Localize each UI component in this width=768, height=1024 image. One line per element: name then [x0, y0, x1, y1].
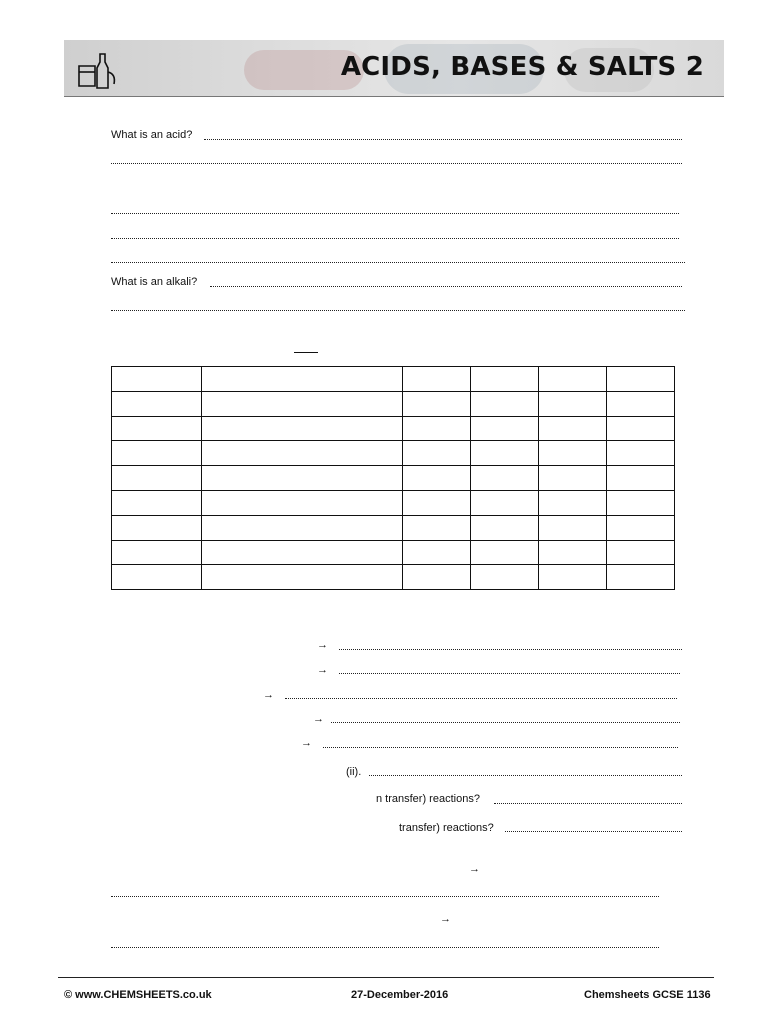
arrow-icon: →	[301, 737, 312, 749]
table-cell[interactable]	[471, 391, 539, 416]
table-cell[interactable]	[471, 540, 539, 565]
table-cell[interactable]	[202, 515, 403, 540]
table-cell[interactable]	[403, 416, 471, 441]
table-cell[interactable]	[607, 367, 675, 392]
answer-line[interactable]	[210, 286, 682, 287]
header-banner	[64, 40, 724, 97]
table-row	[112, 466, 675, 491]
arrow-icon: →	[313, 713, 324, 725]
answer-line[interactable]	[339, 649, 682, 650]
table-cell[interactable]	[539, 367, 607, 392]
table-cell[interactable]	[607, 391, 675, 416]
table-cell[interactable]	[403, 466, 471, 491]
lab-glassware-icon	[74, 46, 120, 92]
answer-line[interactable]	[111, 238, 679, 239]
proton-transfer-question: n transfer) reactions?	[376, 793, 480, 805]
table-cell[interactable]	[403, 515, 471, 540]
table-cell[interactable]	[403, 490, 471, 515]
table-cell[interactable]	[539, 416, 607, 441]
table-row	[112, 540, 675, 565]
table-cell[interactable]	[607, 416, 675, 441]
table-row	[112, 441, 675, 466]
answer-line[interactable]	[369, 775, 682, 776]
electron-transfer-question: transfer) reactions?	[399, 822, 494, 834]
table-cell[interactable]	[202, 466, 403, 491]
table-row	[112, 515, 675, 540]
table-cell[interactable]	[471, 515, 539, 540]
table-cell[interactable]	[112, 540, 202, 565]
answer-line[interactable]	[111, 896, 659, 897]
table-cell[interactable]	[112, 466, 202, 491]
footer-date: 27-December-2016	[351, 989, 449, 1001]
answer-line[interactable]	[339, 673, 680, 674]
table-cell[interactable]	[112, 441, 202, 466]
answer-line[interactable]	[111, 262, 685, 263]
answer-line[interactable]	[111, 310, 685, 311]
arrow-icon: →	[317, 639, 328, 651]
arrow-icon: →	[263, 689, 274, 701]
answer-line[interactable]	[111, 163, 682, 164]
table-cell[interactable]	[539, 565, 607, 590]
answer-line[interactable]	[111, 213, 679, 214]
table-cell[interactable]	[112, 367, 202, 392]
table-cell[interactable]	[607, 540, 675, 565]
table-row	[112, 367, 675, 392]
answer-line[interactable]	[323, 747, 678, 748]
table-row	[112, 490, 675, 515]
table-cell[interactable]	[202, 416, 403, 441]
arrow-icon: →	[469, 863, 480, 875]
answer-line[interactable]	[111, 947, 659, 948]
page-title: ACIDS, BASES & SALTS 2	[340, 52, 704, 82]
table-cell[interactable]	[607, 515, 675, 540]
table-cell[interactable]	[607, 466, 675, 491]
table-cell[interactable]	[403, 391, 471, 416]
table-cell[interactable]	[539, 515, 607, 540]
table-cell[interactable]	[202, 367, 403, 392]
arrow-icon: →	[440, 913, 451, 925]
table-cell[interactable]	[539, 540, 607, 565]
table-cell[interactable]	[539, 466, 607, 491]
table-row	[112, 565, 675, 590]
table-cell[interactable]	[403, 441, 471, 466]
table-cell[interactable]	[403, 540, 471, 565]
answer-line[interactable]	[505, 831, 682, 832]
table-cell[interactable]	[471, 367, 539, 392]
table-cell[interactable]	[112, 565, 202, 590]
acid-question-label: What is an acid?	[111, 129, 193, 141]
answer-line[interactable]	[285, 698, 677, 699]
footer-reference: Chemsheets GCSE 1136	[584, 989, 711, 1001]
table-cell[interactable]	[202, 490, 403, 515]
table-cell[interactable]	[202, 540, 403, 565]
table-cell[interactable]	[112, 391, 202, 416]
table-cell[interactable]	[539, 490, 607, 515]
table-cell[interactable]	[112, 416, 202, 441]
table-cell[interactable]	[607, 441, 675, 466]
table-cell[interactable]	[403, 565, 471, 590]
underline-mark	[294, 352, 318, 353]
arrow-icon: →	[317, 664, 328, 676]
table-cell[interactable]	[202, 391, 403, 416]
table-cell[interactable]	[539, 441, 607, 466]
table-cell[interactable]	[202, 441, 403, 466]
table-cell[interactable]	[471, 416, 539, 441]
table-cell[interactable]	[112, 490, 202, 515]
table-cell[interactable]	[471, 466, 539, 491]
footer-divider	[58, 977, 714, 978]
footer-website: © www.CHEMSHEETS.co.uk	[64, 989, 212, 1001]
part-ii-label: (ii).	[346, 766, 362, 778]
table-cell[interactable]	[471, 441, 539, 466]
alkali-question-label: What is an alkali?	[111, 276, 198, 288]
table-cell[interactable]	[607, 565, 675, 590]
table-row	[112, 416, 675, 441]
table-cell[interactable]	[112, 515, 202, 540]
answer-line[interactable]	[204, 139, 682, 140]
table-cell[interactable]	[403, 367, 471, 392]
empty-table	[111, 366, 675, 590]
table-cell[interactable]	[202, 565, 403, 590]
table-cell[interactable]	[471, 565, 539, 590]
table-row	[112, 391, 675, 416]
table-cell[interactable]	[539, 391, 607, 416]
table-cell[interactable]	[471, 490, 539, 515]
table-cell[interactable]	[607, 490, 675, 515]
answer-line[interactable]	[331, 722, 680, 723]
answer-line[interactable]	[494, 803, 682, 804]
